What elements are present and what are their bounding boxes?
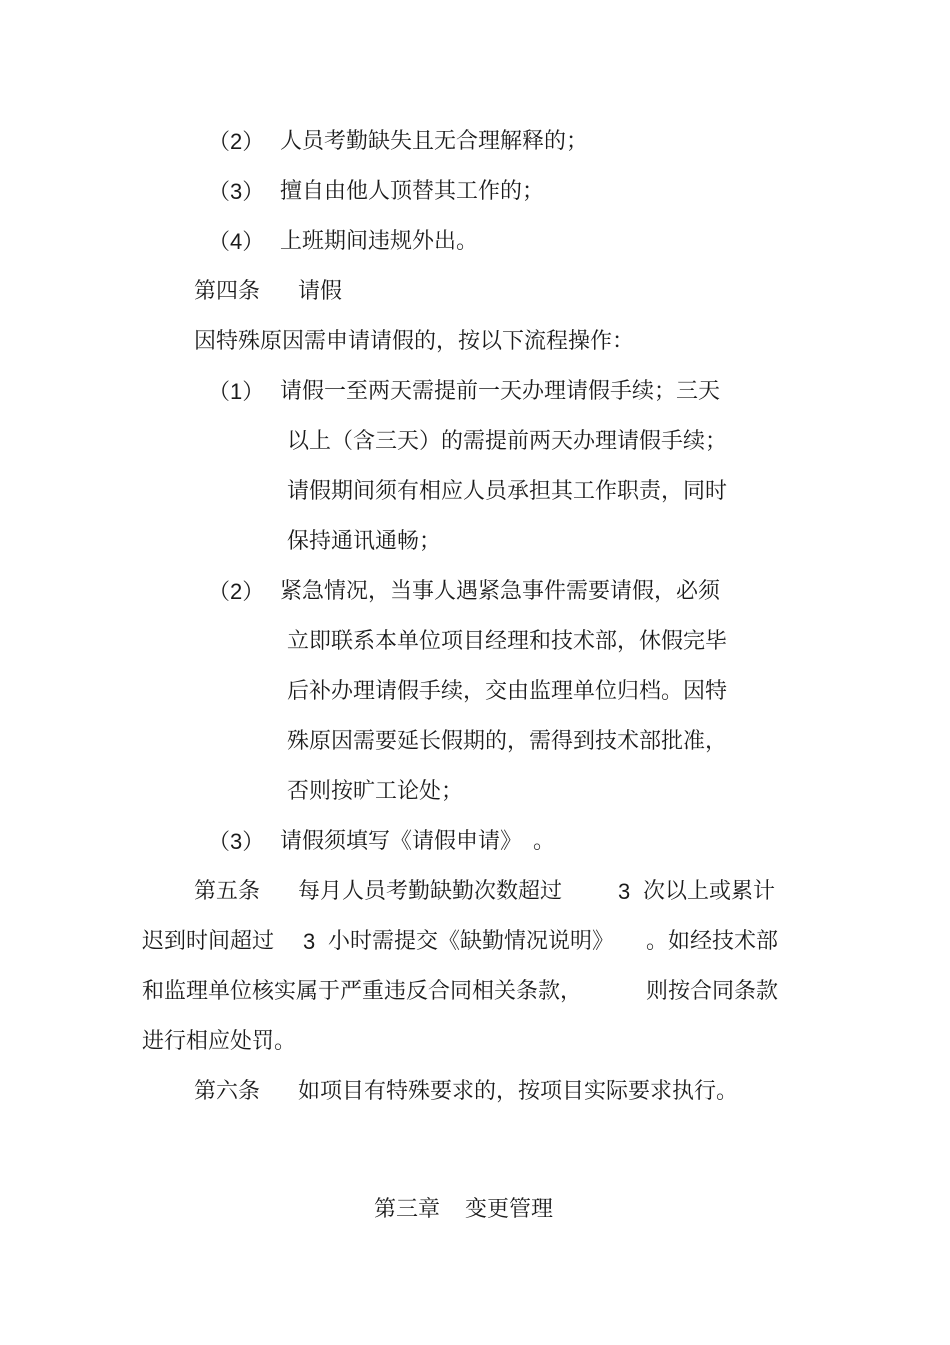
article-label: 第六条 — [194, 1079, 261, 1104]
chapter-title: 变更管理 — [465, 1197, 554, 1222]
item-text: 擅自由他人顶替其工作的； — [280, 179, 545, 204]
item-line: 后补办理请假手续，交由监理单位归档。因特 — [287, 679, 728, 704]
item-line: 保持通讯通畅； — [287, 529, 442, 554]
article-text: 和监理单位核实属于严重违反合同相关条款， — [142, 979, 583, 1004]
chapter-label: 第三章 — [374, 1197, 441, 1222]
article-text: 进行相应处罚。 — [142, 1029, 297, 1054]
item-line: 请假须填写《请假申请》 。 — [280, 829, 556, 854]
item-line: 否则按旷工论处； — [287, 779, 464, 804]
item-number: （2） — [208, 579, 265, 604]
article-text: 如项目有特殊要求的，按项目实际要求执行。 — [298, 1079, 739, 1104]
item-number: （2） — [208, 129, 265, 154]
item-text: 上班期间违规外出。 — [280, 229, 479, 254]
item-line: 殊原因需要延长假期的，需得到技术部批准， — [287, 729, 728, 754]
article-text: 次以上或累计 — [643, 879, 776, 904]
item-line: 请假期间须有相应人员承担其工作职责，同时 — [287, 479, 728, 504]
item-text: 人员考勤缺失且无合理解释的； — [280, 129, 589, 154]
item-number: （1） — [208, 379, 265, 404]
item-line: 紧急情况，当事人遇紧急事件需要请假，必须 — [280, 579, 721, 604]
item-line: 以上（含三天）的需提前两天办理请假手续； — [287, 429, 728, 454]
article-label: 第四条 — [194, 279, 261, 304]
item-line: 立即联系本单位项目经理和技术部，休假完毕 — [287, 629, 728, 654]
article-text: 。如经技术部 — [646, 929, 779, 954]
item-number: （3） — [208, 829, 265, 854]
article-label: 第五条 — [194, 879, 261, 904]
item-number: （3） — [208, 179, 265, 204]
article-text: 则按合同条款 — [646, 979, 779, 1004]
intro-text: 因特殊原因需申请请假的，按以下流程操作： — [194, 329, 635, 354]
article-title: 请假 — [298, 279, 343, 304]
article-text: 每月人员考勤缺勤次数超过 — [298, 879, 563, 904]
article-text: 小时需提交《缺勤情况说明》 — [328, 929, 615, 954]
article-number: 3 — [303, 929, 316, 954]
article-text: 迟到时间超过 — [142, 929, 275, 954]
article-number: 3 — [618, 879, 631, 904]
item-number: （4） — [208, 229, 265, 254]
item-line: 请假一至两天需提前一天办理请假手续；三天 — [280, 379, 721, 404]
